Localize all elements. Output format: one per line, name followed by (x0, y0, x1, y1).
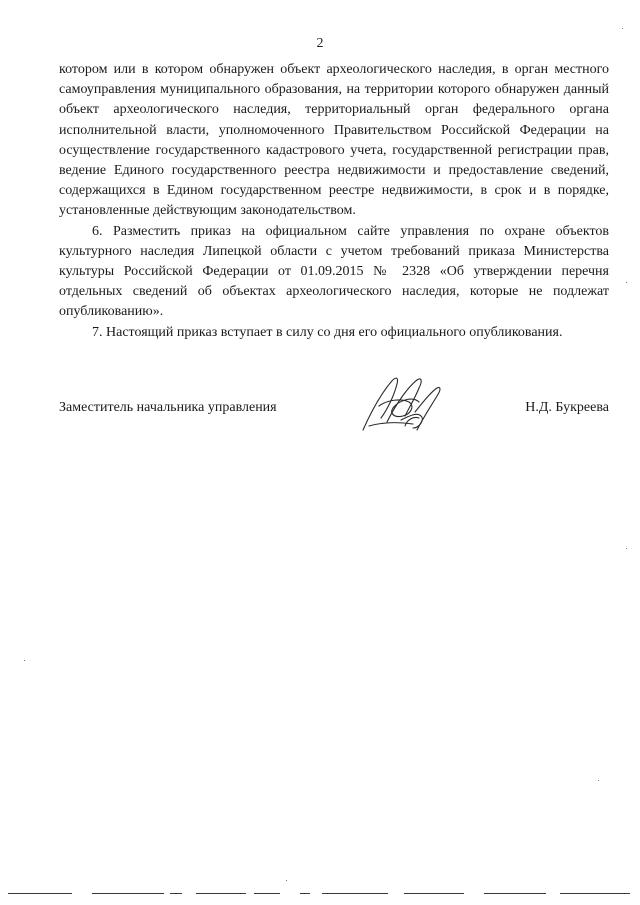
scan-speck (626, 282, 627, 283)
scan-rule (254, 893, 280, 894)
scan-rule (8, 893, 72, 894)
paragraph-item-6: 6. Разместить приказ на официальном сайте управления по охране объектов культурного наследия Липецкой области с учетом требований приказа Министерства культуры Российской Федерации от 01.09.2015 № 2328 «Об утверждении перечня отдельных сведений об объектах археологического наследия, которые не подлежат опубликованию». (59, 223, 609, 320)
scan-rule (484, 893, 546, 894)
signatory-position: Заместитель начальника управления (59, 400, 277, 415)
scan-speck (622, 28, 623, 29)
scan-speck (626, 548, 627, 549)
paragraph-item-7: 7. Настоящий приказ вступает в силу со дня его официального опубликования. (92, 324, 563, 340)
scan-rule (560, 893, 630, 894)
scan-rule (170, 893, 182, 894)
scan-rule (300, 893, 310, 894)
handwritten-signature-icon (357, 372, 457, 438)
paragraph-continuation: котором или в котором обнаружен объект археологического наследия, в орган местного самоуправления муниципального образования, на территории которого обнаружен данный объект археологического наследия, территориальный орган федерального органа исполнительной власти, уполномоченного Правительством Российской Федерации на осуществление государственного кадастрового учета, государственной регистрации прав, ведение Единого государственного реестра недвижимости и предоставление сведений, содержащихся в Едином государственном реестре недвижимости, в срок и в порядке, установленные действующим законодательством. (59, 62, 609, 219)
page-number: 2 (316, 36, 324, 51)
scan-rule (92, 893, 164, 894)
scan-rule (196, 893, 246, 894)
scan-rule (404, 893, 464, 894)
scan-rule (322, 893, 388, 894)
scan-speck (286, 880, 287, 881)
signatory-name: Н.Д. Букреева (525, 400, 609, 415)
scan-speck (24, 660, 25, 661)
signature-block (59, 396, 609, 436)
document-body (59, 60, 609, 343)
scan-speck (598, 780, 599, 781)
